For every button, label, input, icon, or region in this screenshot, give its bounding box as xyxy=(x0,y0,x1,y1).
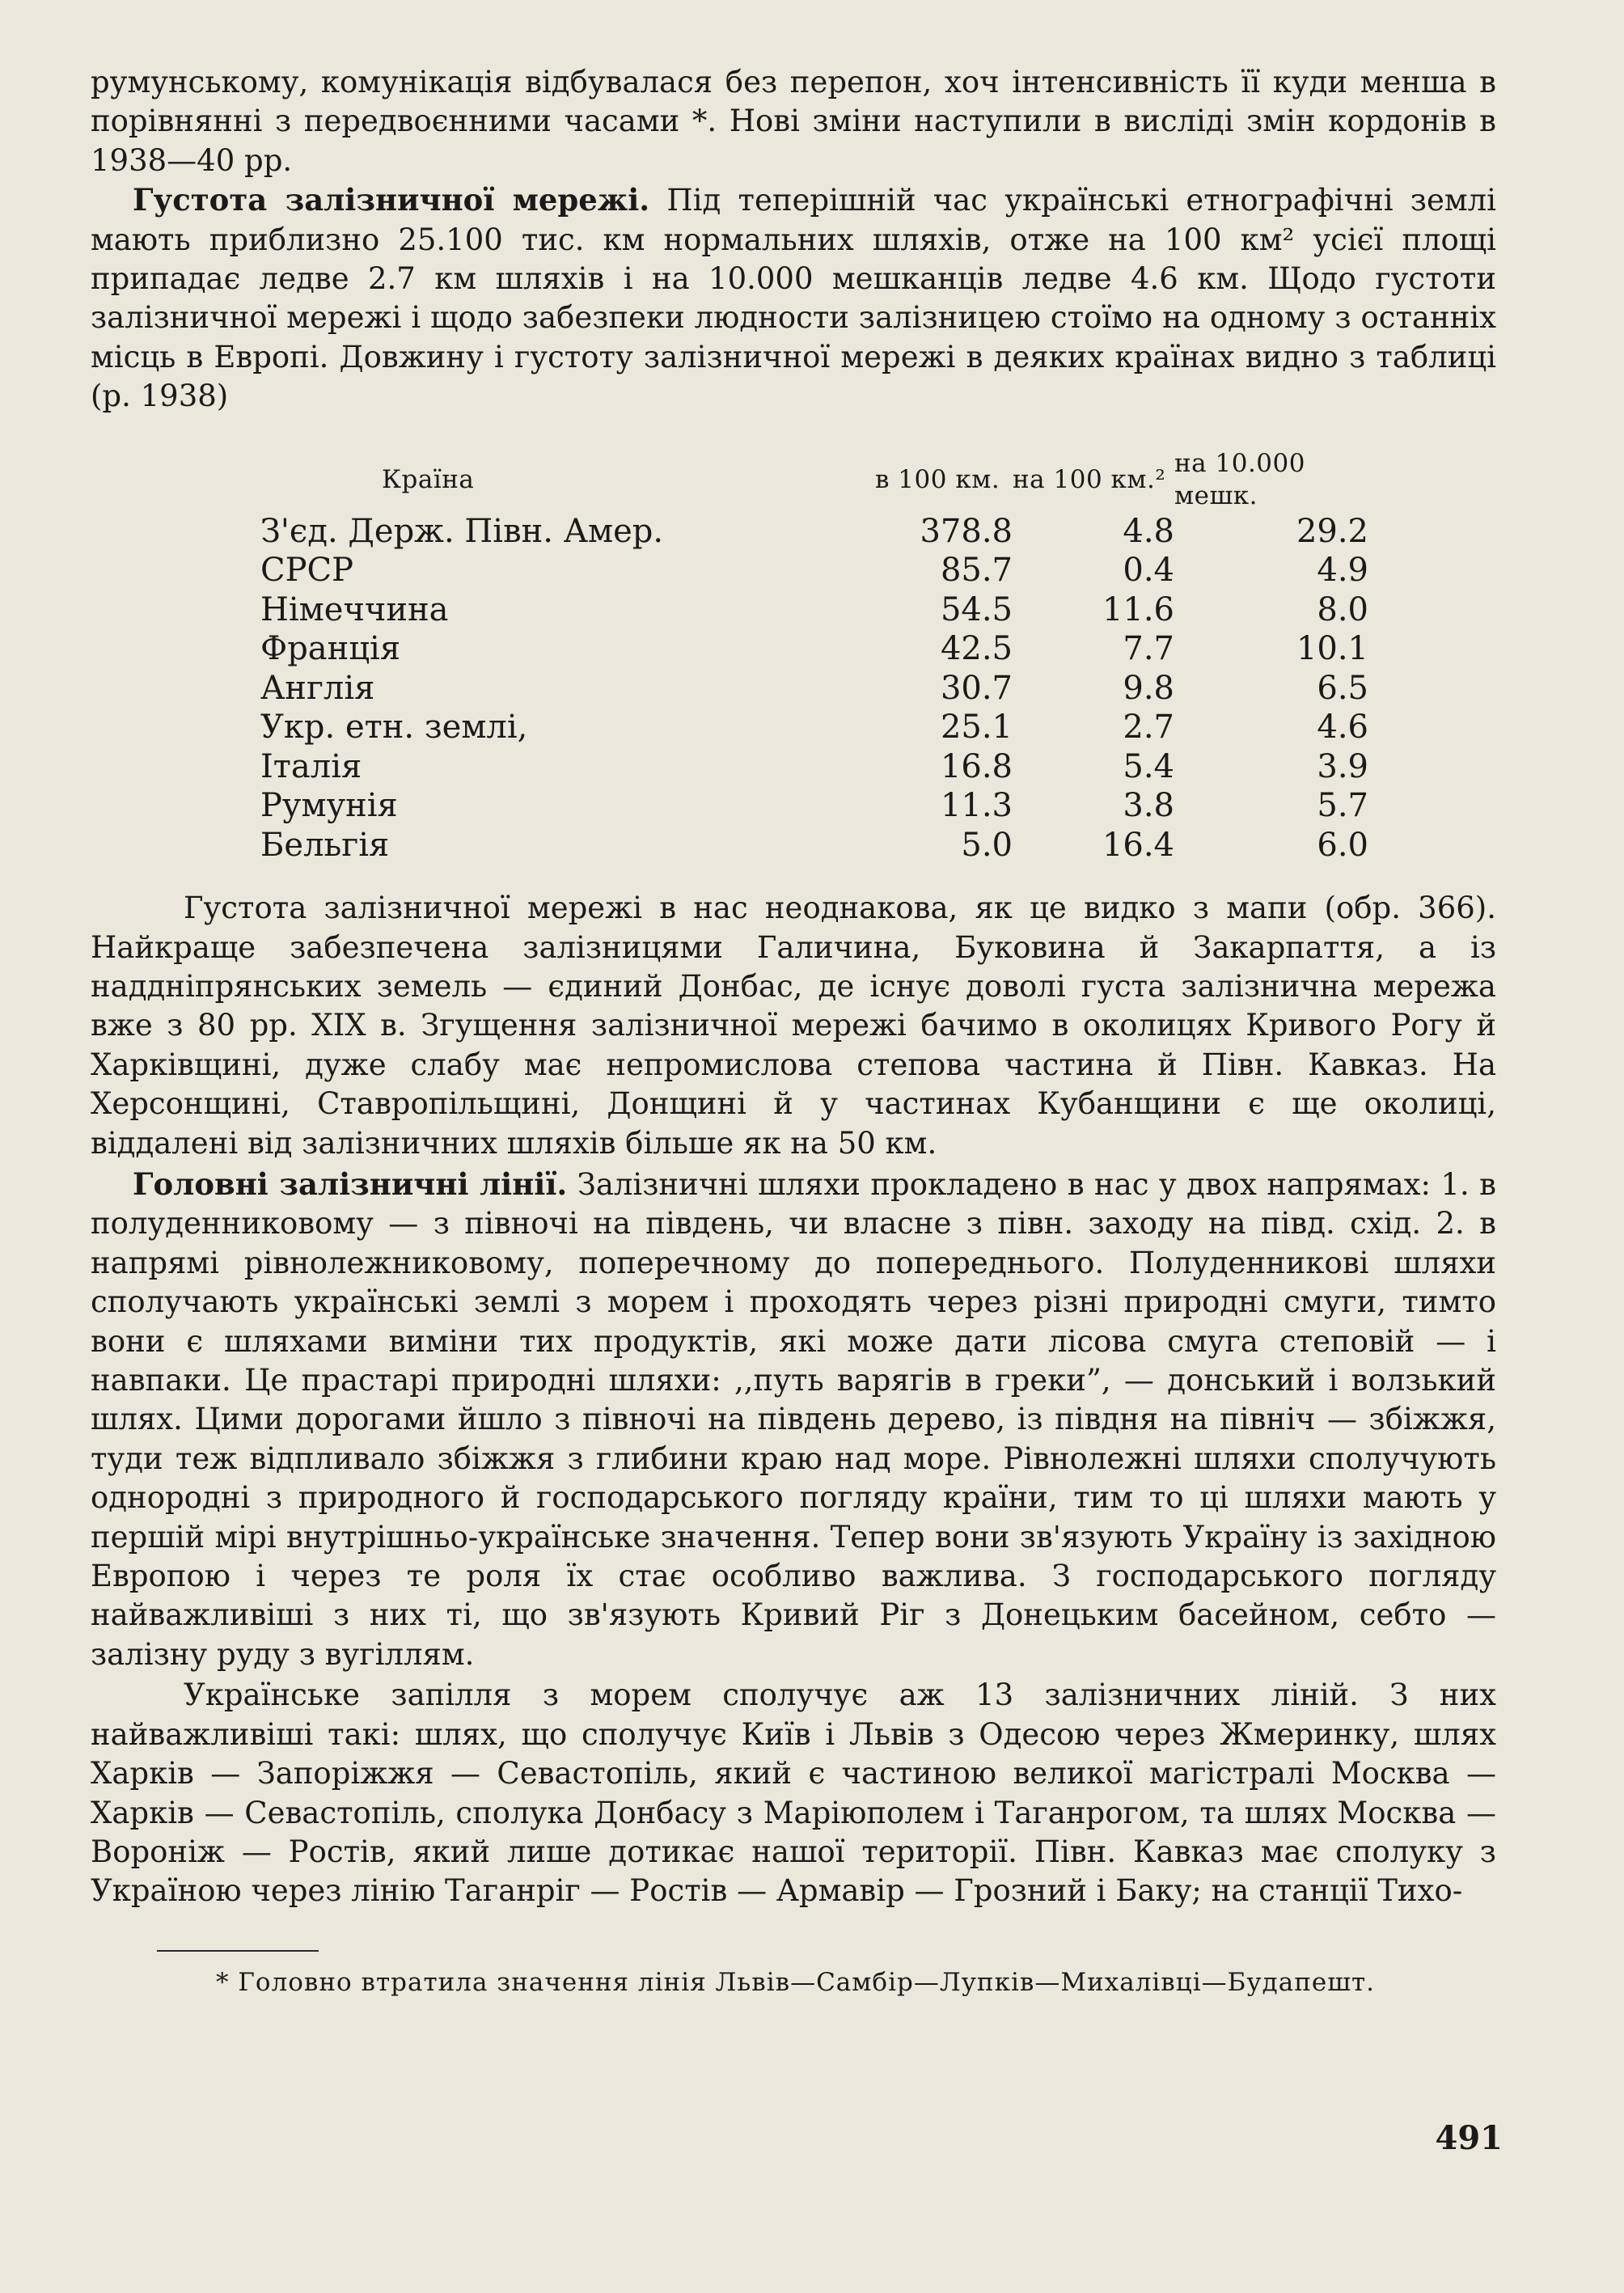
cell-per-pop: 6.5 xyxy=(1317,669,1368,707)
cell-country: Англія xyxy=(260,669,375,707)
cell-per-area: 7.7 xyxy=(1123,630,1174,668)
footnote: * Головно втратила значення лінія Львів—Самбір—Лупків—Михалівці—Будапешт. xyxy=(216,1967,1376,1997)
table-row xyxy=(260,669,1368,709)
cell-per-area: 3.8 xyxy=(1123,787,1174,825)
page-number: 491 xyxy=(1435,2119,1503,2157)
paragraph-regional-density: Густота залізничної мережі в нас неоднакова, як це видко з мапи (обр. 366). Найкраще забезпечена залізницями Галичина, Буковина й Закарпаття, а із наддніпрянських земель — єдиний Донбас, де існує доволі густа залізнична мережа вже з 80 рр. XIX в. Згущення залізничної мережі бачимо в околицях Кривого Рогу й Харківщині, дуже слабу має непромислова степова частина й Півн. Кавказ. На Херсонщині, Ставропільщині, Донщині й у частинах Кубанщини є ще околиці, віддалені від залізничних шляхів більше як на 50 км. xyxy=(91,891,1496,1161)
cell-km: 42.5 xyxy=(940,630,1013,668)
cell-country: Бельгія xyxy=(260,826,390,864)
section-heading-main-lines: Головні залізничні лінії. xyxy=(133,1166,568,1202)
cell-per-pop: 5.7 xyxy=(1317,787,1368,825)
paragraph-main-lines xyxy=(91,1165,1496,1674)
paragraph-main-lines-text: Залізничні шляхи прокладено в нас у двох напрямах: 1. в полуденниковому — з півночі на південь, чи власне з півн. заходу на півд. схід. 2. в напрямі рівнолежниковому, поперечному до попереднього. Полуденникові шляхи сполучають українські землі з морем і проходять через різні природні смуги, тимто вони є шляхами виміни тих продуктів, які може дати лісова смуга степовій — і навпаки. Це прастарі природні шляхи: ,,путь варягів в греки”, — донський і волзький шлях. Цими дорогами йшло з півночі на південь дерево, із півдня на північ — збіжжя, туди теж відпливало збіжжя з глибини краю над море. Рівнолежні шляхи сполучують однородні з природного й господарського погляду країни, тим то ці шляхи мають у першій мірі внутрішньо-українське значення. Тепер вони зв'язують Україну із західною Европою і через те роля їх стає особливо важлива. З господарського погляду найважливіші з них ті, що зв'язують Кривий Ріг з Донецьким басейном, себто — залізну руду з вугіллям. xyxy=(91,1167,1497,1672)
cell-km: 378.8 xyxy=(920,512,1013,550)
table-row xyxy=(260,512,1368,552)
cell-per-area: 9.8 xyxy=(1123,669,1174,707)
header-per-area: на 100 км.² xyxy=(1013,464,1166,494)
cell-per-pop: 6.0 xyxy=(1317,826,1368,864)
paragraph-sea-connections: Українське запілля з морем сполучує аж 13 залізничних ліній. З них найважливіші такі: шлях, що сполучує Київ і Львів з Одесою через Жмеринку, шлях Харків — Запоріжжя — Севастопіль, який є частиною великої магістралі Москва — Харків — Севастопіль, сполука Донбасу з Маріюполем і Таганрогом, та шлях Москва — Вороніж — Ростів, який лише дотикає нашої території. Півн. Кавказ має сполуку з Україною через лінію Таганріг — Ростів — Армавір — Грозний і Баку; на станції Тихо- xyxy=(91,1677,1496,1909)
cell-per-area: 16.4 xyxy=(1102,826,1174,864)
header-country: Країна xyxy=(382,464,475,494)
paragraph-density xyxy=(91,180,1496,416)
cell-per-area: 5.4 xyxy=(1123,747,1174,785)
table-row xyxy=(260,747,1368,787)
table-row xyxy=(260,551,1368,590)
cell-country: Німеччина xyxy=(260,590,449,628)
cell-country: СРСР xyxy=(260,552,354,590)
cell-per-area: 11.6 xyxy=(1102,590,1174,628)
header-km: в 100 км. xyxy=(875,464,1000,494)
cell-per-pop: 29.2 xyxy=(1296,512,1368,550)
cell-km: 11.3 xyxy=(940,787,1013,825)
cell-per-pop: 10.1 xyxy=(1296,630,1368,668)
cell-country: Франція xyxy=(260,630,401,668)
railway-density-table xyxy=(260,447,1368,865)
paragraph-density-text: Під теперішній час українські етнографічні землі мають приблизно 25.100 тис. км нормальних шляхів, отже на 100 км² усієї площі припадає ледве 2.7 км шляхів і на 10.000 мешканців ледве 4.6 км. Щодо густоти залізничної мережі і щодо забезпеки людности залізницею стоїмо на одному з останніх місць в Европі. Довжину і густоту залізничної мережі в деяких країнах видно з таблиці (р. 1938) xyxy=(91,183,1496,414)
cell-country: Італія xyxy=(260,747,362,785)
cell-km: 85.7 xyxy=(940,552,1013,590)
cell-country: З'єд. Держ. Півн. Амер. xyxy=(260,512,664,550)
table-row xyxy=(260,590,1368,630)
table-row xyxy=(260,629,1368,669)
table-row xyxy=(260,826,1368,865)
cell-per-pop: 8.0 xyxy=(1317,590,1368,628)
cell-per-area: 0.4 xyxy=(1123,552,1174,590)
cell-country: Румунія xyxy=(260,787,398,825)
cell-per-pop: 3.9 xyxy=(1317,747,1368,785)
cell-per-area: 2.7 xyxy=(1123,709,1174,747)
footnote-divider xyxy=(157,1950,319,1952)
cell-km: 54.5 xyxy=(940,590,1013,628)
paragraph-intro: румунському, комунікація відбувалася без перепон, хоч інтенсивність її куди менша в порівнянні з передвоєнними часами *. Нові зміни наступили в висліді змін кордонів в 1938—40 рр. xyxy=(91,65,1496,178)
table-row xyxy=(260,708,1368,747)
table-header-row xyxy=(260,447,1368,512)
cell-per-pop: 4.6 xyxy=(1317,709,1368,747)
cell-per-area: 4.8 xyxy=(1123,512,1174,550)
cell-km: 25.1 xyxy=(940,709,1013,747)
table-row xyxy=(260,786,1368,826)
section-heading-density: Густота залізничної мережі. xyxy=(133,182,650,218)
cell-per-pop: 4.9 xyxy=(1317,552,1368,590)
cell-country: Укр. етн. землі, xyxy=(260,709,528,747)
cell-km: 16.8 xyxy=(940,747,1013,785)
cell-km: 5.0 xyxy=(961,826,1013,864)
cell-km: 30.7 xyxy=(940,669,1013,707)
header-per-pop: на 10.000 мешк. xyxy=(1174,448,1305,510)
